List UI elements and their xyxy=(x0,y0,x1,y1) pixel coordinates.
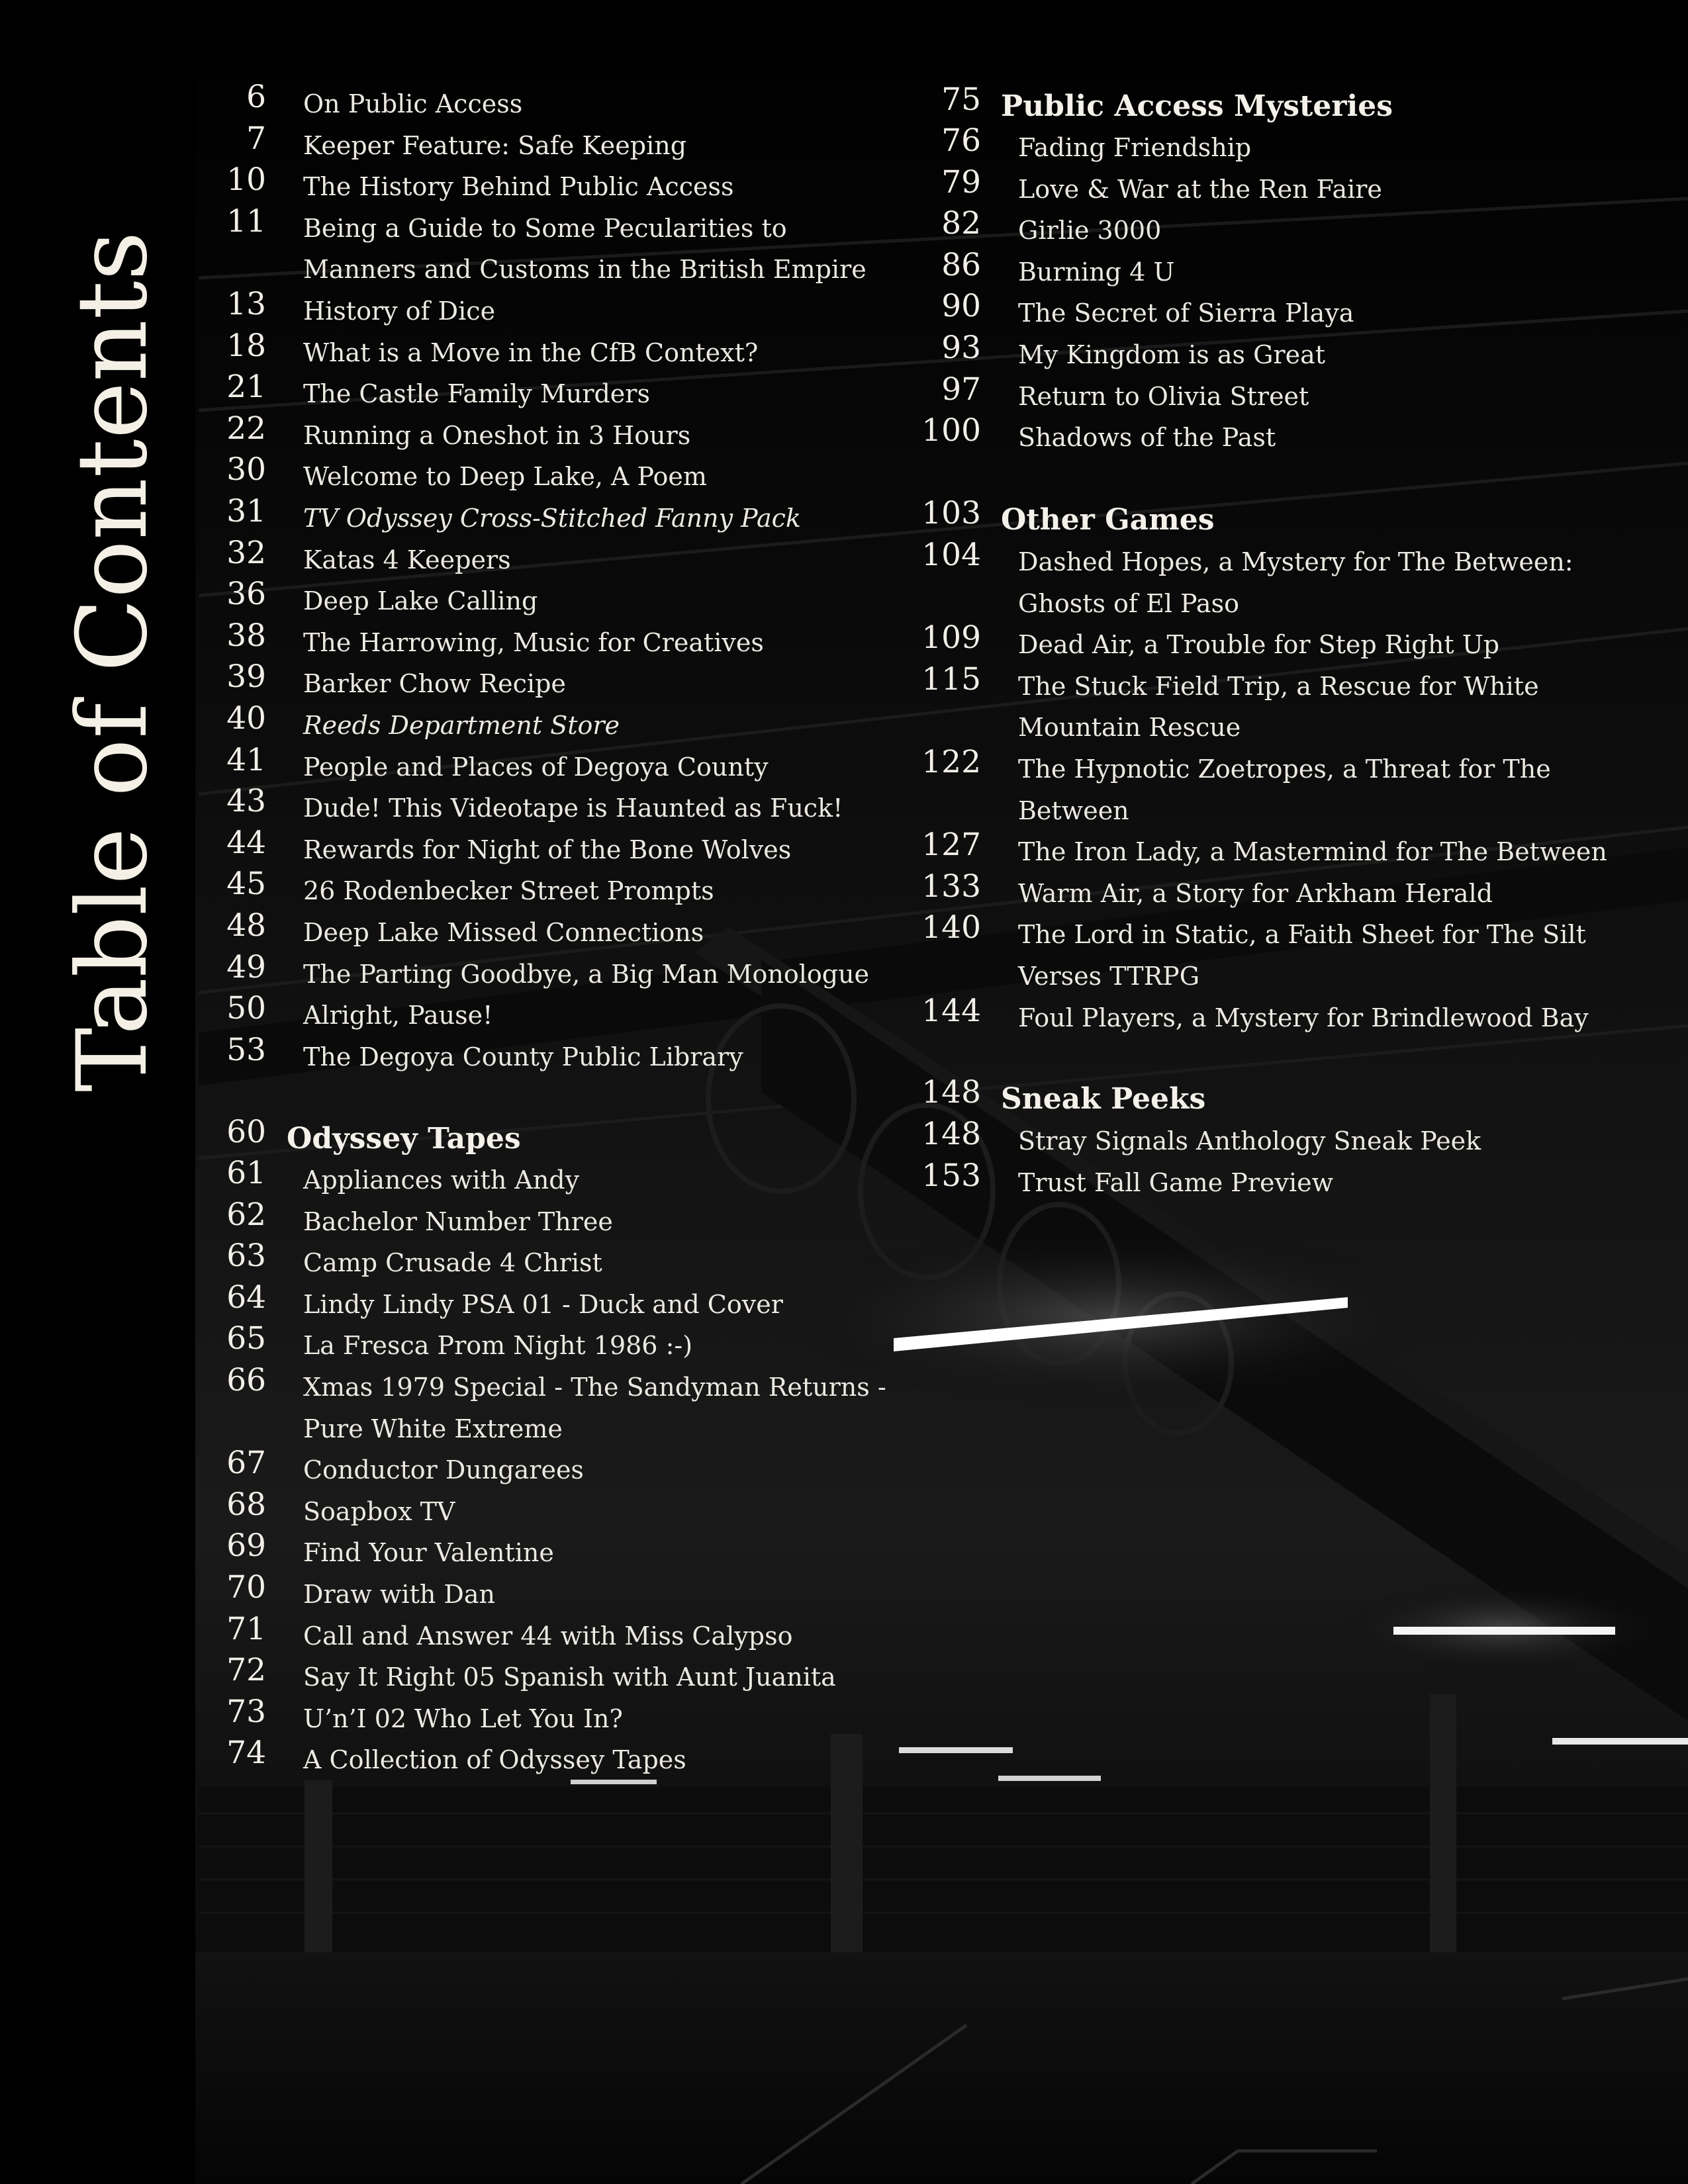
entry-title: Say It Right 05 Spanish with Aunt Juanita xyxy=(303,1662,836,1692)
page-number: 45 xyxy=(226,866,266,903)
entry-title: The History Behind Public Access xyxy=(303,172,734,202)
page-number: 67 xyxy=(226,1445,266,1482)
entry-title: The Secret of Sierra Playa xyxy=(1018,298,1354,328)
page-number: 82 xyxy=(941,205,981,242)
page-number: 79 xyxy=(941,163,981,201)
entry-title: Foul Players, a Mystery for Brindlewood Bay xyxy=(1018,1003,1589,1032)
toc-entry xyxy=(0,1443,584,1485)
toc-entry xyxy=(0,1277,783,1319)
page-number: 144 xyxy=(921,992,981,1029)
entry-title: Soapbox TV xyxy=(303,1496,455,1526)
page-number: 41 xyxy=(226,741,266,778)
entry-title: Running a Oneshot in 3 Hours xyxy=(303,420,691,450)
page-number: 18 xyxy=(226,327,266,364)
entry-title: Pure White Extreme xyxy=(303,1414,563,1443)
page-number: 63 xyxy=(226,1238,266,1275)
page-number: 60 xyxy=(226,1114,266,1150)
page-number: 70 xyxy=(226,1569,266,1606)
page-number: 103 xyxy=(921,495,981,531)
toc-entry xyxy=(0,1567,495,1609)
toc-entry xyxy=(0,1402,563,1443)
toc-section-heading xyxy=(0,1072,1206,1116)
entry-title: Dead Air, a Trouble for Step Right Up xyxy=(1018,630,1500,660)
page-number: 31 xyxy=(226,493,266,529)
entry-title: The Degoya County Public Library xyxy=(303,1042,743,1071)
entry-title: People and Places of Degoya County xyxy=(303,752,769,782)
page-number: 76 xyxy=(941,122,981,159)
entry-title: Shadows of the Past xyxy=(1018,423,1276,453)
entry-title: TV Odyssey Cross-Stitched Fanny Pack xyxy=(303,504,801,533)
page-number: 104 xyxy=(921,537,981,573)
page-number: 36 xyxy=(226,576,266,613)
toc-entry xyxy=(0,1733,686,1775)
page-number: 153 xyxy=(921,1157,981,1194)
entry-title: 26 Rodenbecker Street Prompts xyxy=(303,876,714,906)
page-number: 43 xyxy=(226,783,266,820)
toc-entry xyxy=(0,1525,554,1568)
page-number: 10 xyxy=(226,161,266,199)
entry-title: Love & War at the Ren Faire xyxy=(1018,174,1382,204)
entry-title: Dashed Hopes, a Mystery for The Between: xyxy=(1018,547,1573,576)
page-number: 109 xyxy=(921,619,981,657)
entry-title: Mountain Rescue xyxy=(1018,713,1241,743)
entry-title: Xmas 1979 Special - The Sandyman Returns - xyxy=(303,1373,886,1402)
toc-entry xyxy=(0,1484,455,1526)
entry-title: Conductor Dungarees xyxy=(303,1455,584,1485)
page-number: 38 xyxy=(226,617,266,654)
page-number: 61 xyxy=(226,1155,266,1191)
entry-title: Verses TTRPG xyxy=(1018,962,1200,991)
page-number: 115 xyxy=(921,660,981,698)
page-number: 66 xyxy=(226,1362,266,1398)
entry-title: Keeper Feature: Safe Keeping xyxy=(303,130,687,160)
entry-title: The Castle Family Murders xyxy=(303,379,650,409)
page-number: 72 xyxy=(226,1652,266,1689)
toc-entry xyxy=(0,1236,602,1278)
toc-entry xyxy=(0,1195,613,1236)
entry-title: A Collection of Odyssey Tapes xyxy=(303,1745,686,1775)
entry-title: Lindy Lindy PSA 01 - Duck and Cover xyxy=(303,1289,783,1319)
entry-title: Ghosts of El Paso xyxy=(1018,588,1239,618)
toc-entry xyxy=(0,1318,693,1361)
page-number: 48 xyxy=(226,907,266,944)
toc-entry xyxy=(0,1360,886,1402)
entry-title: Find Your Valentine xyxy=(303,1538,554,1568)
page-number: 11 xyxy=(226,203,266,240)
entry-title: La Fresca Prom Night 1986 :-) xyxy=(303,1331,693,1361)
page-number: 21 xyxy=(226,369,266,406)
section-title: Sneak Peeks xyxy=(1001,1082,1206,1116)
entry-title: Between xyxy=(1018,796,1129,825)
entry-title: History of Dice xyxy=(303,296,496,326)
entry-title: Warm Air, a Story for Arkham Herald xyxy=(1018,878,1493,908)
toc-entry xyxy=(0,449,707,492)
entry-title: Deep Lake Calling xyxy=(303,586,538,616)
page-number: 53 xyxy=(226,1031,266,1068)
page-number: 68 xyxy=(226,1486,266,1523)
entry-title: Stray Signals Anthology Sneak Peek xyxy=(1018,1126,1481,1156)
page-number: 73 xyxy=(226,1693,266,1730)
page-number: 133 xyxy=(921,868,981,905)
entry-title: The Parting Goodbye, a Big Man Monologue xyxy=(303,959,870,989)
page-number: 75 xyxy=(941,81,981,118)
page-number: 148 xyxy=(921,1074,981,1111)
entry-title: The Stuck Field Trip, a Rescue for White xyxy=(1018,671,1539,701)
page-number: 140 xyxy=(921,909,981,946)
page-number: 39 xyxy=(226,659,266,696)
page-number: 148 xyxy=(921,1116,981,1152)
page-number: 69 xyxy=(226,1527,266,1565)
entry-title: On Public Access xyxy=(303,89,523,118)
page-number: 74 xyxy=(226,1735,266,1772)
page-number: 86 xyxy=(941,246,981,283)
page-number: 13 xyxy=(226,286,266,322)
toc-entry xyxy=(0,1650,836,1692)
entry-title: What is a Move in the CfB Context? xyxy=(303,338,759,367)
page-number: 32 xyxy=(226,534,266,571)
page-number: 71 xyxy=(226,1610,266,1647)
page-number: 30 xyxy=(226,451,266,488)
page-number: 93 xyxy=(941,330,981,366)
entry-title: The Iron Lady, a Mastermind for The Between xyxy=(1018,837,1607,867)
entry-title: Dude! This Videotape is Haunted as Fuck! xyxy=(303,794,843,823)
entry-title: Deep Lake Missed Connections xyxy=(303,918,704,947)
entry-title: The Lord in Static, a Faith Sheet for The Silt xyxy=(1018,920,1586,950)
page-number: 22 xyxy=(226,410,266,447)
entry-title: Katas 4 Keepers xyxy=(303,545,511,574)
entry-title: U’n’I 02 Who Let You In? xyxy=(303,1704,623,1733)
entry-title: Call and Answer 44 with Miss Calypso xyxy=(303,1621,793,1651)
entry-title: My Kingdom is as Great xyxy=(1018,340,1326,369)
page-title: Table of Contents xyxy=(56,231,169,1092)
entry-title: Manners and Customs in the British Empire xyxy=(303,255,867,285)
page-number: 40 xyxy=(226,700,266,737)
page-number: 44 xyxy=(226,824,266,861)
entry-title: Being a Guide to Some Pecularities to xyxy=(303,213,787,243)
entry-title: Welcome to Deep Lake, A Poem xyxy=(303,462,707,492)
entry-title: Alright, Pause! xyxy=(303,1001,493,1030)
entry-title: Bachelor Number Three xyxy=(303,1206,613,1236)
entry-title: The Harrowing, Music for Creatives xyxy=(303,627,764,657)
entry-title: The Hypnotic Zoetropes, a Threat for The xyxy=(1018,754,1551,784)
page-number: 100 xyxy=(921,412,981,449)
entry-title: Reeds Department Store xyxy=(303,711,620,740)
page-number: 64 xyxy=(226,1279,266,1316)
page-number: 7 xyxy=(246,120,266,157)
entry-title: Appliances with Andy xyxy=(303,1165,580,1195)
section-title: Public Access Mysteries xyxy=(1001,89,1393,123)
page-number: 65 xyxy=(226,1320,266,1357)
page-number: 50 xyxy=(226,990,266,1027)
section-title: Odyssey Tapes xyxy=(287,1122,521,1156)
page-number: 122 xyxy=(921,744,981,780)
entry-title: Trust Fall Game Preview xyxy=(1018,1167,1334,1197)
entry-title: Burning 4 U xyxy=(1018,257,1175,287)
page-number: 6 xyxy=(246,79,266,115)
entry-title: Draw with Dan xyxy=(303,1580,495,1609)
toc-entry xyxy=(0,1609,793,1651)
page-number: 49 xyxy=(226,948,266,985)
entry-title: Camp Crusade 4 Christ xyxy=(303,1248,602,1278)
entry-title: Fading Friendship xyxy=(1018,133,1252,162)
section-title: Other Games xyxy=(1001,503,1215,537)
entry-title: Return to Olivia Street xyxy=(1018,381,1309,411)
entry-title: Rewards for Night of the Bone Wolves xyxy=(303,835,792,864)
page-number: 90 xyxy=(941,288,981,325)
page-number: 97 xyxy=(941,371,981,408)
toc-entry xyxy=(0,1030,743,1071)
page-number: 127 xyxy=(921,827,981,864)
entry-title: Barker Chow Recipe xyxy=(303,669,566,699)
page-number: 62 xyxy=(226,1196,266,1233)
toc-entry xyxy=(0,1692,623,1733)
entry-title: Girlie 3000 xyxy=(1018,216,1162,246)
